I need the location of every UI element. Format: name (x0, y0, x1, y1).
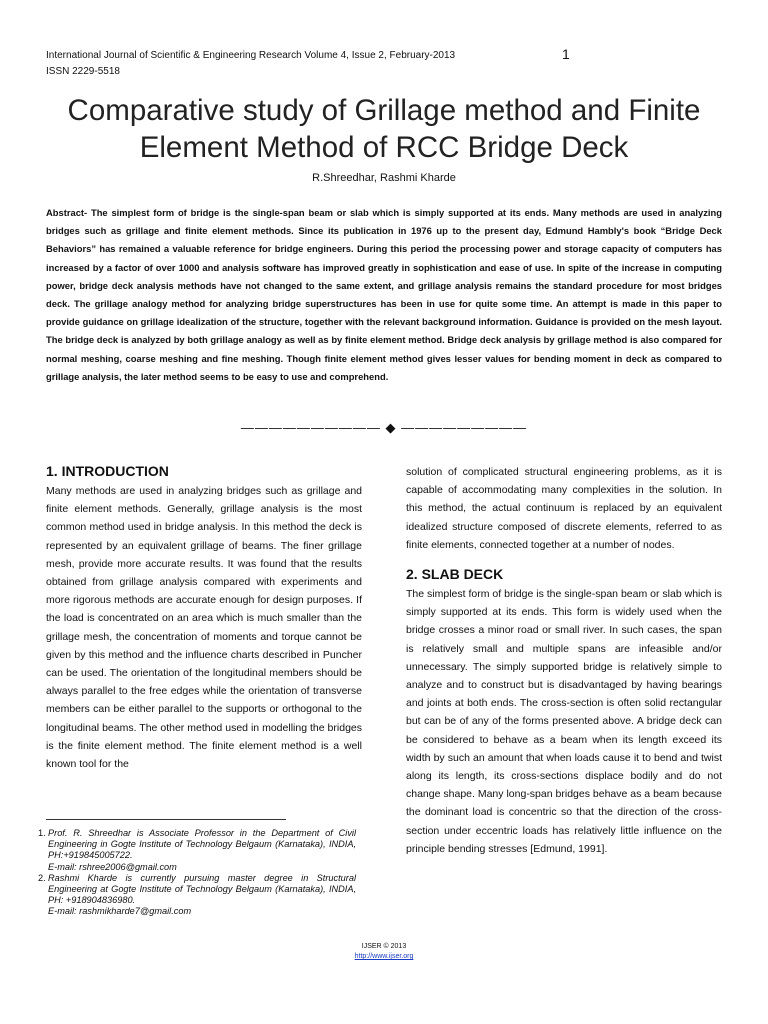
footnotes (38, 828, 356, 918)
footnote-body: Prof. R. Shreedhar is Associate Professor in the Department of Civil Engineering in Gogte Institute of Technology Belgaum (Karnataka), INDIA, PH:+919845005722. (48, 828, 356, 861)
slab-deck-text: The simplest form of bridge is the single-span beam or slab which is simply supported at its ends. This form is widely used when the bridge crosses a minor road or small river. In such cases, the span is relatively small and multiple spans are infeasible and/or unnecessary. The simply supported bridge is relatively simple to analyze and to construct but is disadvantaged by having bearings and joints at both ends. The cross-section is often solid rectangular but can be of any of the forms presented above. A bridge deck can be considered to behave as a beam when its length exceed its width by such an amount that when loads cause it to bend and twist along its length, its cross-sections displace bodily and do not change shape. Many long-span bridges behave as a beam because the dominant load is concentric so that the direction of the cross-section under eccentric loads has relatively little influence on the principle bending stresses [Edmund, 1991]. (406, 588, 722, 855)
slab-deck-heading: 2. SLAB DECK (406, 566, 504, 583)
footnote-rule (46, 819, 286, 820)
footnote-1 (38, 828, 356, 873)
right-column (406, 463, 722, 858)
left-column (46, 461, 362, 773)
introduction-text: Many methods are used in analyzing bridges such as grillage and finite element methods. Generally, grillage analysis is the most common method used in bridge analysis. In this method the deck is represented by an equivalent grillage of beams. The finer grillage mesh, provide more accurate results. It was found that the results obtained from grillage analysis compared with experiments and more rigorous methods are accurate enough for design purposes. If the load is concentrated on an area which is much smaller than the grillage mesh, the concentration of moments and torque cannot be given by this method and the influence charts described in Puncher can be used. The orientation of the longitudinal members should be always parallel to the free edges while the orientation of transverse members can be either parallel to the supports or orthogonal to the longitudinal beams. The other method used in modelling the bridges is the finite element method. The finite element method is a well known tool for the (46, 485, 362, 771)
copyright-text: IJSER © 2013 (361, 943, 407, 950)
journal-header: International Journal of Scientific & Engineering Research Volume 4, Issue 2, February-2013 (46, 50, 456, 61)
issn-label: ISSN 2229-5518 (46, 66, 120, 77)
journal-link[interactable]: http://www.ijser.org (354, 953, 414, 960)
footnote-body: Rashmi Kharde is currently pursuing master degree in Structural Engineering at Gogte Institute of Technology Belgaum (Karnataka), INDIA, PH: +918904836980. (48, 872, 356, 906)
page-footer (0, 942, 768, 962)
paper-authors: R.Shreedhar, Rashmi Kharde (312, 172, 456, 184)
footnote-text (48, 873, 356, 918)
footnote-2 (38, 873, 356, 918)
page-number: 1 (562, 46, 570, 62)
footnote-email: E-mail: rshree2006@gmail.com (48, 861, 177, 872)
introduction-continued-text: solution of complicated structural engineering problems, as it is capable of accommodating many complexities in the solution. In this method, the actual continuum is replaced by an equivalent idealized structure composed of discrete elements, referred to as finite elements, connected together at a number of nodes. (406, 466, 722, 551)
footnote-number: 2. (38, 872, 46, 883)
paper-title: Comparative study of Grillage method and Finite Element Method of RCC Bridge Deck (67, 94, 701, 164)
footnote-email: E-mail: rashmikharde7@gmail.com (48, 906, 192, 917)
footnote-text (48, 828, 356, 873)
section-divider: —————————— ◆ ————————— (240, 420, 528, 435)
introduction-heading: 1. INTRODUCTION (46, 463, 169, 479)
abstract: Abstract- The simplest form of bridge is the single-span beam or slab which is simply supported at its ends. Many methods are used in analyzing bridges such as grillage and finite element methods. Since its publication in 1976 up to the present day, Edmund Hambly's book “Bridge Deck Behaviors” has remained a valuable reference for bridge engineers. During this period the processing power and storage capacity of computers has increased by a factor of over 1000 and analysis software has improved greatly in sophistication and ease of use. In spite of the increase in computing power, bridge deck analysis methods have not changed to the same extent, and grillage analysis remains the standard procedure for most bridges deck. The grillage analogy method for analyzing bridge superstructures has been in use for quite some time. An attempt is made in this paper to provide guidance on grillage idealization of the structure, together with the relevant background information. Guidance is provided on the mesh layout. The bridge deck is analyzed by both grillage analogy as well as by finite element method. Bridge deck analysis by grillage method is also compared for normal meshing, coarse meshing and fine meshing. Though finite element method gives lesser values for bending moment in deck as compared to grillage analysis, the later method seems to be easy to use and comprehend. (46, 207, 722, 382)
footnote-number: 1. (38, 828, 46, 838)
